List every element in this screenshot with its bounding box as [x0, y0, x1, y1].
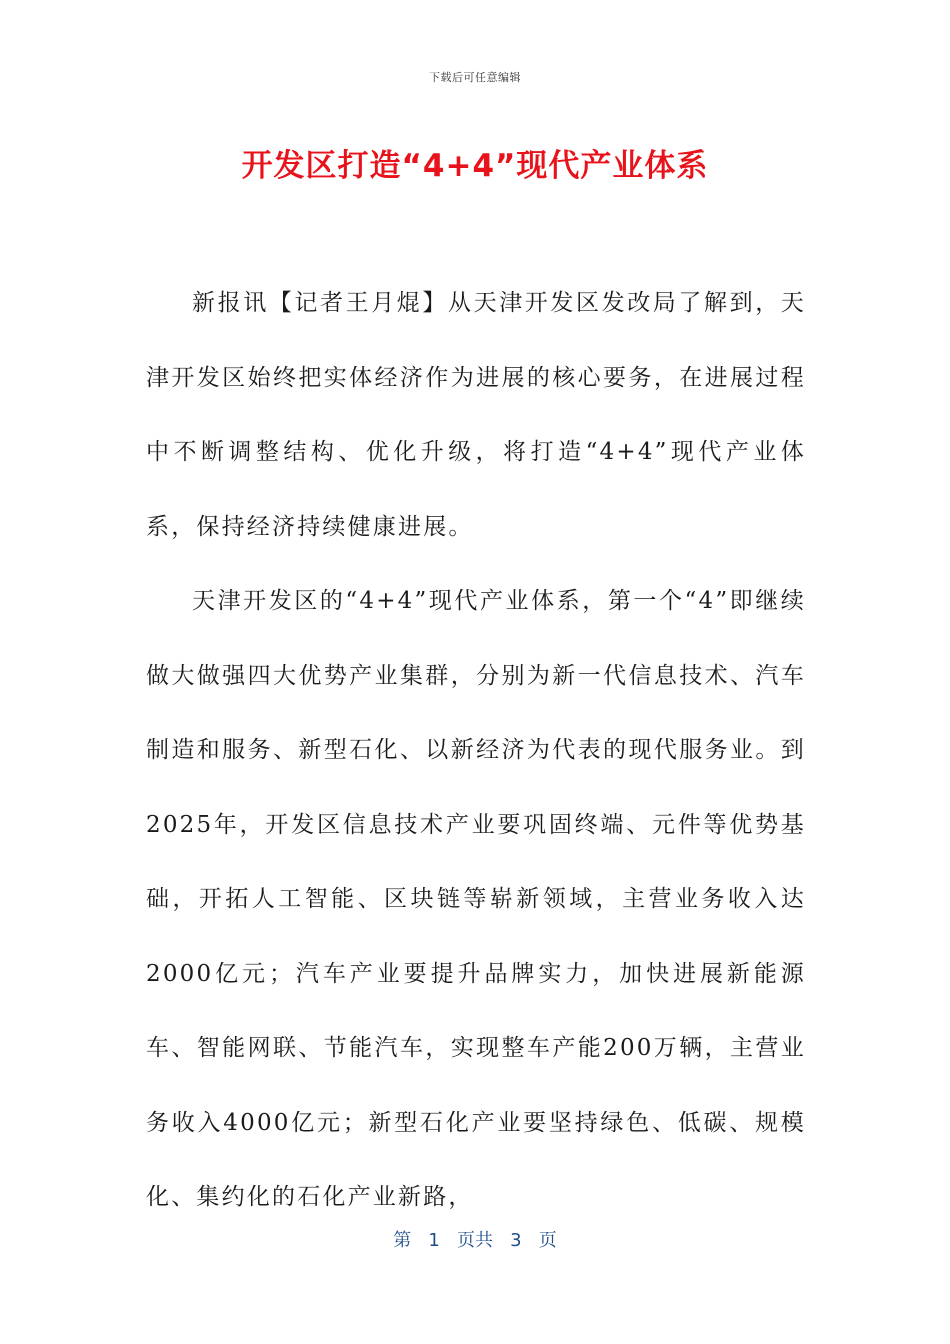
- paragraph-2: 天津开发区的“4+4”现代产业体系，第一个“4”即继续做大做强四大优势产业集群，分别为新一代信息技术、汽车制造和服务、新型石化、以新经济为代表的现代服务业。到2025年，开发区信息技术产业要巩固终端、元件等优势基础，开拓人工智能、区块链等崭新领域，主营业务收入达2000亿元；汽车产业要提升品牌实力，加快进展新能源车、智能网联、节能汽车，实现整车产能200万辆，主营业务收入4000亿元；新型石化产业要坚持绿色、低碳、规模化、集约化的石化产业新路，: [146, 588, 806, 1210]
- footer-middle: 页共: [457, 1230, 493, 1251]
- article-body: [146, 266, 806, 1235]
- footer-total-pages: 3: [510, 1230, 522, 1251]
- page-footer: [0, 1226, 950, 1252]
- paragraph-1: 新报讯【记者王月焜】从天津开发区发改局了解到，天津开发区始终把实体经济作为进展的核心要务，在进展过程中不断调整结构、优化升级，将打造“4+4”现代产业体系，保持经济持续健康进展。: [146, 290, 806, 540]
- header-note: 下载后可任意编辑: [429, 71, 521, 84]
- document-title: 开发区打造“4+4”现代产业体系: [241, 148, 709, 184]
- footer-suffix: 页: [538, 1230, 557, 1251]
- footer-current-page: 1: [428, 1230, 440, 1251]
- footer-prefix: 第: [393, 1230, 412, 1251]
